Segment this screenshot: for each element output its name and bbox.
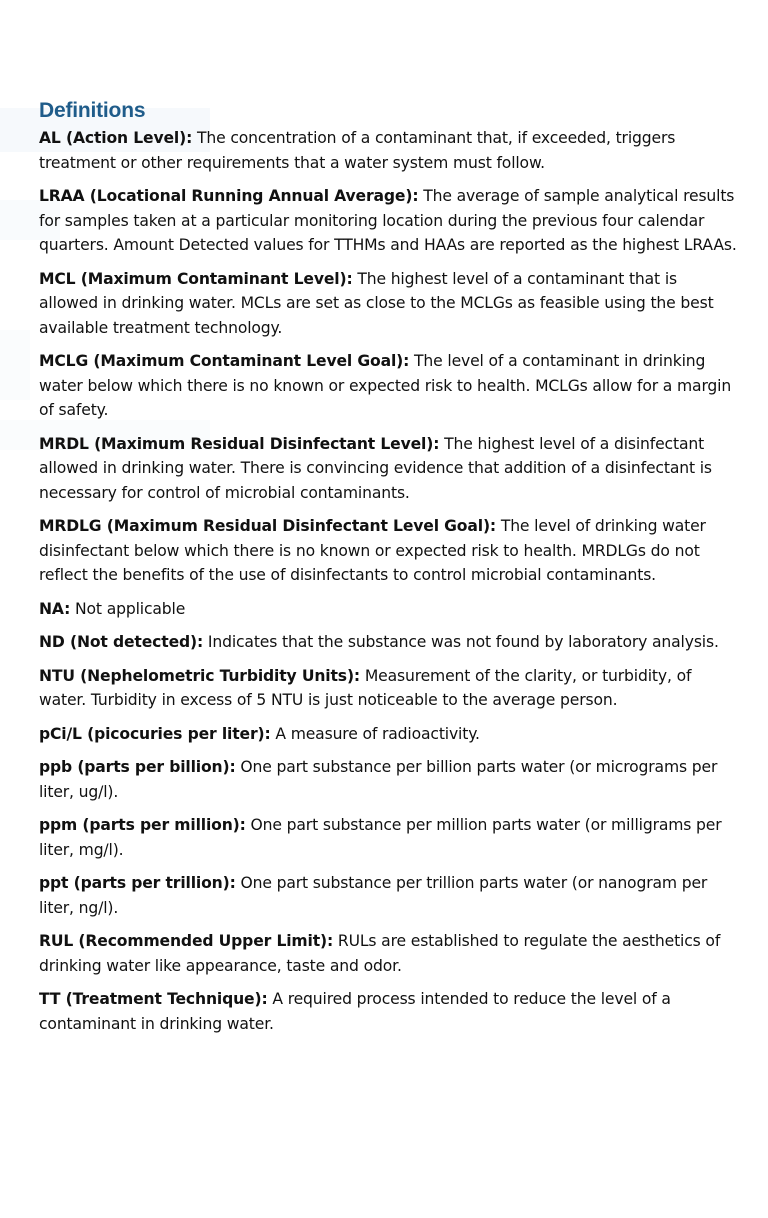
- definition-item: [39, 664, 739, 713]
- definition-term: NA:: [39, 599, 71, 618]
- bleed-through-mark: [0, 330, 30, 400]
- definitions-section: [39, 98, 739, 1045]
- definition-text: Not applicable: [75, 599, 186, 618]
- definition-term: MRDL (Maximum Residual Disinfectant Level):: [39, 434, 440, 453]
- definition-text: A measure of radioactivity.: [275, 724, 480, 743]
- definition-text: Measurement of the clarity, or turbidity, of water. Turbidity in excess of 5 NTU is just noticeable to the average person.: [39, 666, 692, 709]
- definition-term: LRAA (Locational Running Annual Average):: [39, 187, 419, 205]
- definition-text: The highest level of a disinfectant allowed in drinking water. There is convincing evidence that addition of a disinfectant is necessary for control of microbial contaminants.: [39, 434, 712, 502]
- definition-term: ppm (parts per million):: [39, 816, 246, 834]
- definition-text: A required process intended to reduce the level of a contaminant in drinking water.: [39, 990, 671, 1033]
- definition-term: ppt (parts per trillion):: [39, 874, 236, 892]
- definition-item: [39, 871, 739, 920]
- definition-text: The concentration of a contaminant that, if exceeded, triggers treatment or other requirements that a water system must follow.: [39, 129, 676, 172]
- definition-item: [39, 432, 739, 506]
- definition-term: RUL (Recommended Upper Limit):: [39, 932, 334, 950]
- definition-text: The level of drinking water disinfectant below which there is no known or expected risk to health. MRDLGs do not reflect the benefits of the use of disinfectants to control microbial contaminants.: [39, 517, 706, 584]
- definition-term: ND (Not detected):: [39, 633, 204, 651]
- definition-term: TT (Treatment Technique):: [39, 990, 268, 1008]
- definition-term: ppb (parts per billion):: [39, 758, 236, 776]
- definition-item: [39, 987, 739, 1036]
- definition-item: [39, 755, 739, 804]
- definition-item: [39, 514, 739, 588]
- definition-item: [39, 349, 739, 423]
- definition-item: [39, 126, 739, 175]
- definition-text: One part substance per billion parts water (or micrograms per liter, ug/l).: [39, 758, 718, 801]
- definition-term: AL (Action Level):: [39, 129, 193, 147]
- definition-text: The average of sample analytical results for samples taken at a particular monitoring location during the previous four calendar quarters. Amount Detected values for TTHMs and HAAs are reported as the highest LRAAs.: [39, 187, 737, 254]
- definition-term: MCL (Maximum Contaminant Level):: [39, 269, 353, 288]
- definition-text: The highest level of a contaminant that is allowed in drinking water. MCLs are set as close to the MCLGs as feasible using the best available treatment technology.: [39, 269, 714, 337]
- definition-text: RULs are established to regulate the aesthetics of drinking water like appearance, taste and odor.: [39, 932, 721, 975]
- definition-text: The level of a contaminant in drinking water below which there is no known or expected risk to health. MCLGs allow for a margin of safety.: [39, 352, 732, 419]
- definition-text: One part substance per trillion parts water (or nanogram per liter, ng/l).: [39, 874, 708, 917]
- definition-term: MCLG (Maximum Contaminant Level Goal):: [39, 352, 410, 370]
- definition-item: [39, 929, 739, 978]
- definition-item: [39, 630, 739, 655]
- definition-text: One part substance per million parts water (or milligrams per liter, mg/l).: [39, 816, 722, 859]
- definition-item: [39, 813, 739, 862]
- definition-term: MRDLG (Maximum Residual Disinfectant Level Goal):: [39, 517, 497, 535]
- definition-term: NTU (Nephelometric Turbidity Units):: [39, 666, 361, 685]
- definition-term: pCi/L (picocuries per liter):: [39, 724, 271, 743]
- definition-item: [39, 267, 739, 341]
- definition-item: [39, 722, 739, 747]
- definition-item: [39, 597, 739, 622]
- section-heading: Definitions: [39, 99, 146, 122]
- definition-text: Indicates that the substance was not found by laboratory analysis.: [207, 633, 719, 651]
- definition-item: [39, 184, 739, 258]
